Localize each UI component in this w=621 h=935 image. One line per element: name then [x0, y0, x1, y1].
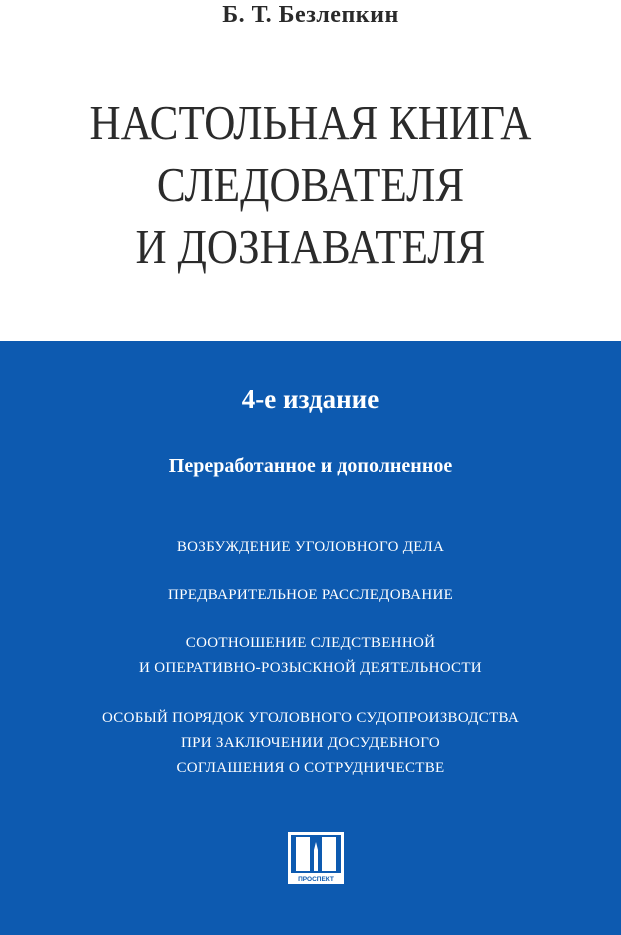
publisher-logo-icon	[288, 832, 344, 884]
title-line-2: СЛЕДОВАТЕЛЯ	[156, 157, 465, 212]
topic-4-line-2: ПРИ ЗАКЛЮЧЕНИИ ДОСУДЕБНОГО	[180, 735, 441, 751]
topic-2-line-1: ПРЕДВАРИТЕЛЬНОЕ РАССЛЕДОВАНИЕ	[167, 587, 454, 603]
topic-3-line-1: СООТНОШЕНИЕ СЛЕДСТВЕННОЙ	[185, 635, 436, 651]
title-line-1: НАСТОЛЬНАЯ КНИГА	[89, 95, 532, 150]
author-name: Б. Т. Безлепкин	[222, 2, 399, 28]
topic-3-line-2: И ОПЕРАТИВНО-РОЗЫСКНОЙ ДЕЯТЕЛЬНОСТИ	[139, 660, 482, 676]
edition-label: 4-е издание	[241, 384, 380, 414]
revised-label: Переработанное и дополненное	[168, 455, 453, 477]
logo-right-stripe	[322, 837, 336, 871]
logo-text: ПРОСПЕКТ	[298, 876, 334, 883]
topic-3	[0, 631, 621, 681]
logo-left-stripe	[296, 837, 310, 871]
topic-4-line-1: ОСОБЫЙ ПОРЯДОК УГОЛОВНОГО СУДОПРОИЗВОДСТВА	[101, 710, 520, 726]
title-line-3: И ДОЗНАВАТЕЛЯ	[135, 219, 486, 274]
topic-2	[0, 583, 621, 608]
topic-4-line-3: СОГЛАШЕНИЯ О СОТРУДНИЧЕСТВЕ	[176, 760, 445, 776]
topic-1	[0, 535, 621, 560]
topic-1-line-1: ВОЗБУЖДЕНИЕ УГОЛОВНОГО ДЕЛА	[176, 539, 445, 555]
topic-4	[0, 706, 621, 781]
